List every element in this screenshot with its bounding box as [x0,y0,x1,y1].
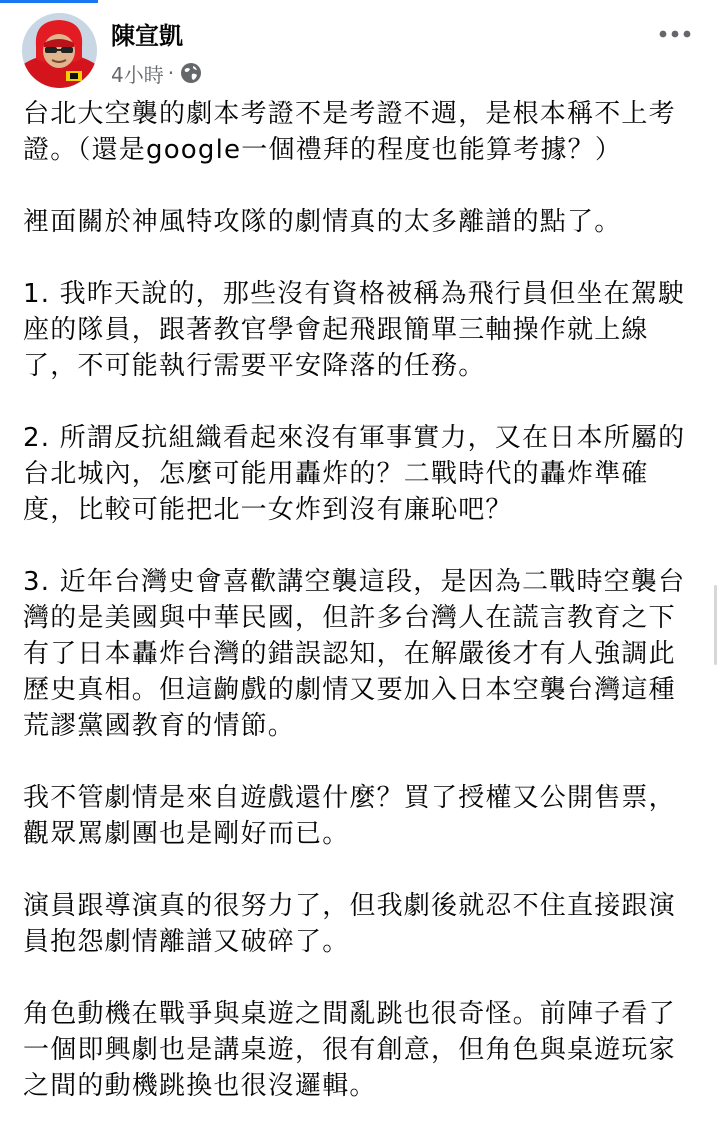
post-paragraph [23,888,695,960]
post-text-line: 演員跟導演真的很努力了，但我劇後就忍不住直接跟演 [23,891,676,921]
post-text-line: 裡面關於神風特攻隊的劇情真的太多離譜的點了。 [23,207,622,237]
post-text-line: 1. 我昨天說的，那些沒有資格被稱為飛行員但坐在駕駛 [23,279,686,309]
more-options-icon[interactable] [655,21,695,47]
post-text-line: 一個即興劇也是講桌遊，很有創意，但角色與桌遊玩家 [23,1035,676,1065]
avatar[interactable] [22,13,97,88]
post-text-line: 角色動機在戰爭與桌遊之間亂跳也很奇怪。前陣子看了 [23,999,676,1029]
post-text-line: 台北大空襲的劇本考證不是考證不週，是根本稱不上考 [23,99,676,129]
post-text-line: 觀眾罵劇團也是剛好而已。 [23,819,350,849]
post-text-line: 我不管劇情是來自遊戲還什麼？買了授權又公開售票， [23,783,676,813]
post-body [23,96,695,1140]
post-paragraph [23,96,695,168]
meta-separator: · [167,61,175,85]
post-text-line: 度，比較可能把北一女炸到沒有廉恥吧？ [23,495,513,525]
post-header [22,13,695,89]
post-paragraph [23,996,695,1104]
top-accent-bar [0,0,98,3]
post-text-line: 2. 所謂反抗組織看起來沒有軍事實力，又在日本所屬的 [23,423,686,453]
post-text-line: 3. 近年台灣史會喜歡講空襲這段，是因為二戰時空襲台 [23,567,686,597]
post-text-line: 荒謬黨國教育的情節。 [23,711,296,741]
post-text-line: 座的隊員，跟著教官學會起飛跟簡單三軸操作就上線 [23,315,649,345]
post-text-line: 了，不可能執行需要平安降落的任務。 [23,351,486,381]
post-timestamp[interactable]: 4小時 [111,62,164,87]
post-text-line: 有了日本轟炸台灣的錯誤認知，在解嚴後才有人強調此 [23,639,676,669]
post-paragraph [23,780,695,852]
post-text-line: 灣的是美國與中華民國，但許多台灣人在謊言教育之下 [23,603,676,633]
globe-icon[interactable] [180,62,202,84]
post-text-line: 員抱怨劇情離譜又破碎了。 [23,927,350,957]
post-paragraph [23,276,695,384]
post-text-line: 證。（還是google一個禮拜的程度也能算考據？） [23,135,623,165]
post-paragraph [23,204,695,240]
author-name[interactable]: 陳宣凱 [111,22,183,50]
post-text-line: 之間的動機跳換也很沒邏輯。 [23,1071,377,1101]
post-text-line: 台北城內，怎麼可能用轟炸的？二戰時代的轟炸準確 [23,459,649,489]
post-paragraph [23,420,695,528]
post-meta [111,60,202,86]
post-text-line: 歷史真相。但這齣戲的劇情又要加入日本空襲台灣這種 [23,675,676,705]
post-paragraph [23,564,695,744]
